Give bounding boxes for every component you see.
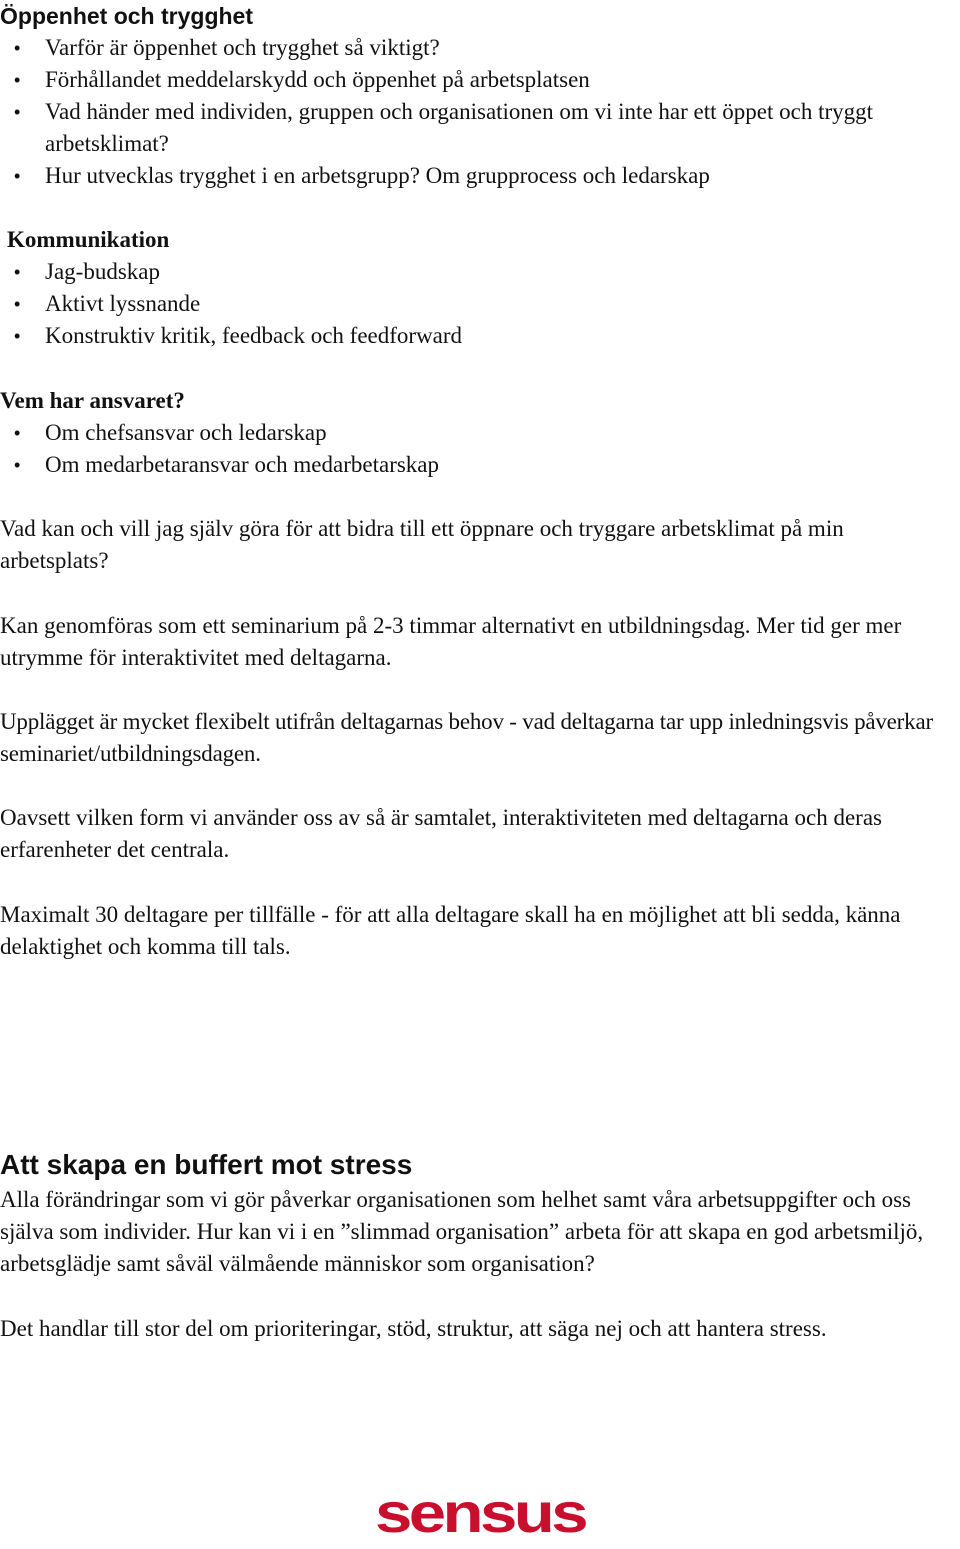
paragraph-text: Det handlar till stor del om prioriteringar, stöd, struktur, att säga nej och att hantera stress. xyxy=(0,1316,827,1341)
list-item: • Om chefsansvar och ledarskap xyxy=(0,417,960,449)
paragraph xyxy=(0,802,930,866)
bullet-list xyxy=(0,32,960,192)
list-item: • Förhållandet meddelarskydd och öppenhet på arbetsplatsen xyxy=(0,64,960,96)
list-item: • Hur utvecklas trygghet i en arbetsgrupp? Om grupprocess och ledarskap xyxy=(0,160,960,192)
paragraph xyxy=(0,513,945,577)
bullet-list xyxy=(0,417,960,481)
paragraph xyxy=(0,899,940,963)
list-item: • Vad händer med individen, gruppen och organisationen om vi inte har ett öppet och tryggt arbetsklimat? xyxy=(0,96,960,160)
list-item: • Jag-budskap xyxy=(0,256,960,288)
list-item: • Aktivt lyssnande xyxy=(0,288,960,320)
sensus-logo xyxy=(373,1490,587,1540)
section-openness xyxy=(0,0,960,192)
section-title: Vem har ansvaret? xyxy=(0,388,185,413)
sensus-logo-graphic xyxy=(373,1490,587,1540)
paragraph xyxy=(0,706,960,770)
list-item: • Varför är öppenhet och trygghet så viktigt? xyxy=(0,32,960,64)
section-stress xyxy=(0,1148,960,1182)
paragraph-text: Vad kan och vill jag själv göra för att bidra till ett öppnare och tryggare arbetsklimat på min arbetsplats? xyxy=(0,516,844,573)
section-title: Öppenhet och trygghet xyxy=(0,3,253,29)
paragraph-text: Upplägget är mycket flexibelt utifrån deltagarnas behov - vad deltagarna tar upp inledningsvis påverkar seminariet/utbildningsdagen. xyxy=(0,709,933,766)
paragraph xyxy=(0,1313,945,1345)
sensus-logo-text: sensus xyxy=(375,1490,587,1540)
section-communication xyxy=(0,224,960,352)
paragraph-text: Oavsett vilken form vi använder oss av så är samtalet, interaktiviteten med deltagarna och deras erfarenheter det centrala. xyxy=(0,805,882,862)
section-responsibility xyxy=(0,385,960,481)
section-title: Kommunikation xyxy=(7,227,170,252)
paragraph xyxy=(0,610,955,674)
paragraph xyxy=(0,1184,945,1280)
paragraph-text: Kan genomföras som ett seminarium på 2-3 timmar alternativt en utbildningsdag. Mer tid ger mer utrymme för interaktivitet med deltagarna. xyxy=(0,613,902,670)
list-item: • Om medarbetaransvar och medarbetarskap xyxy=(0,449,960,481)
section-heading: Att skapa en buffert mot stress xyxy=(0,1149,413,1180)
paragraph-text: Maximalt 30 deltagare per tillfälle - för att alla deltagare skall ha en möjlighet att bli sedda, känna delaktighet och komma till tals. xyxy=(0,902,901,959)
list-item: • Konstruktiv kritik, feedback och feedforward xyxy=(0,320,960,352)
paragraph-text: Alla förändringar som vi gör påverkar organisationen som helhet samt våra arbetsuppgifter och oss själva som individer. Hur kan vi i en ”slimmad organisation” arbeta för att skapa en god arbetsmiljö, arbetsglädje samt såväl välmående människor som organisation? xyxy=(0,1187,924,1276)
bullet-list xyxy=(0,256,960,352)
